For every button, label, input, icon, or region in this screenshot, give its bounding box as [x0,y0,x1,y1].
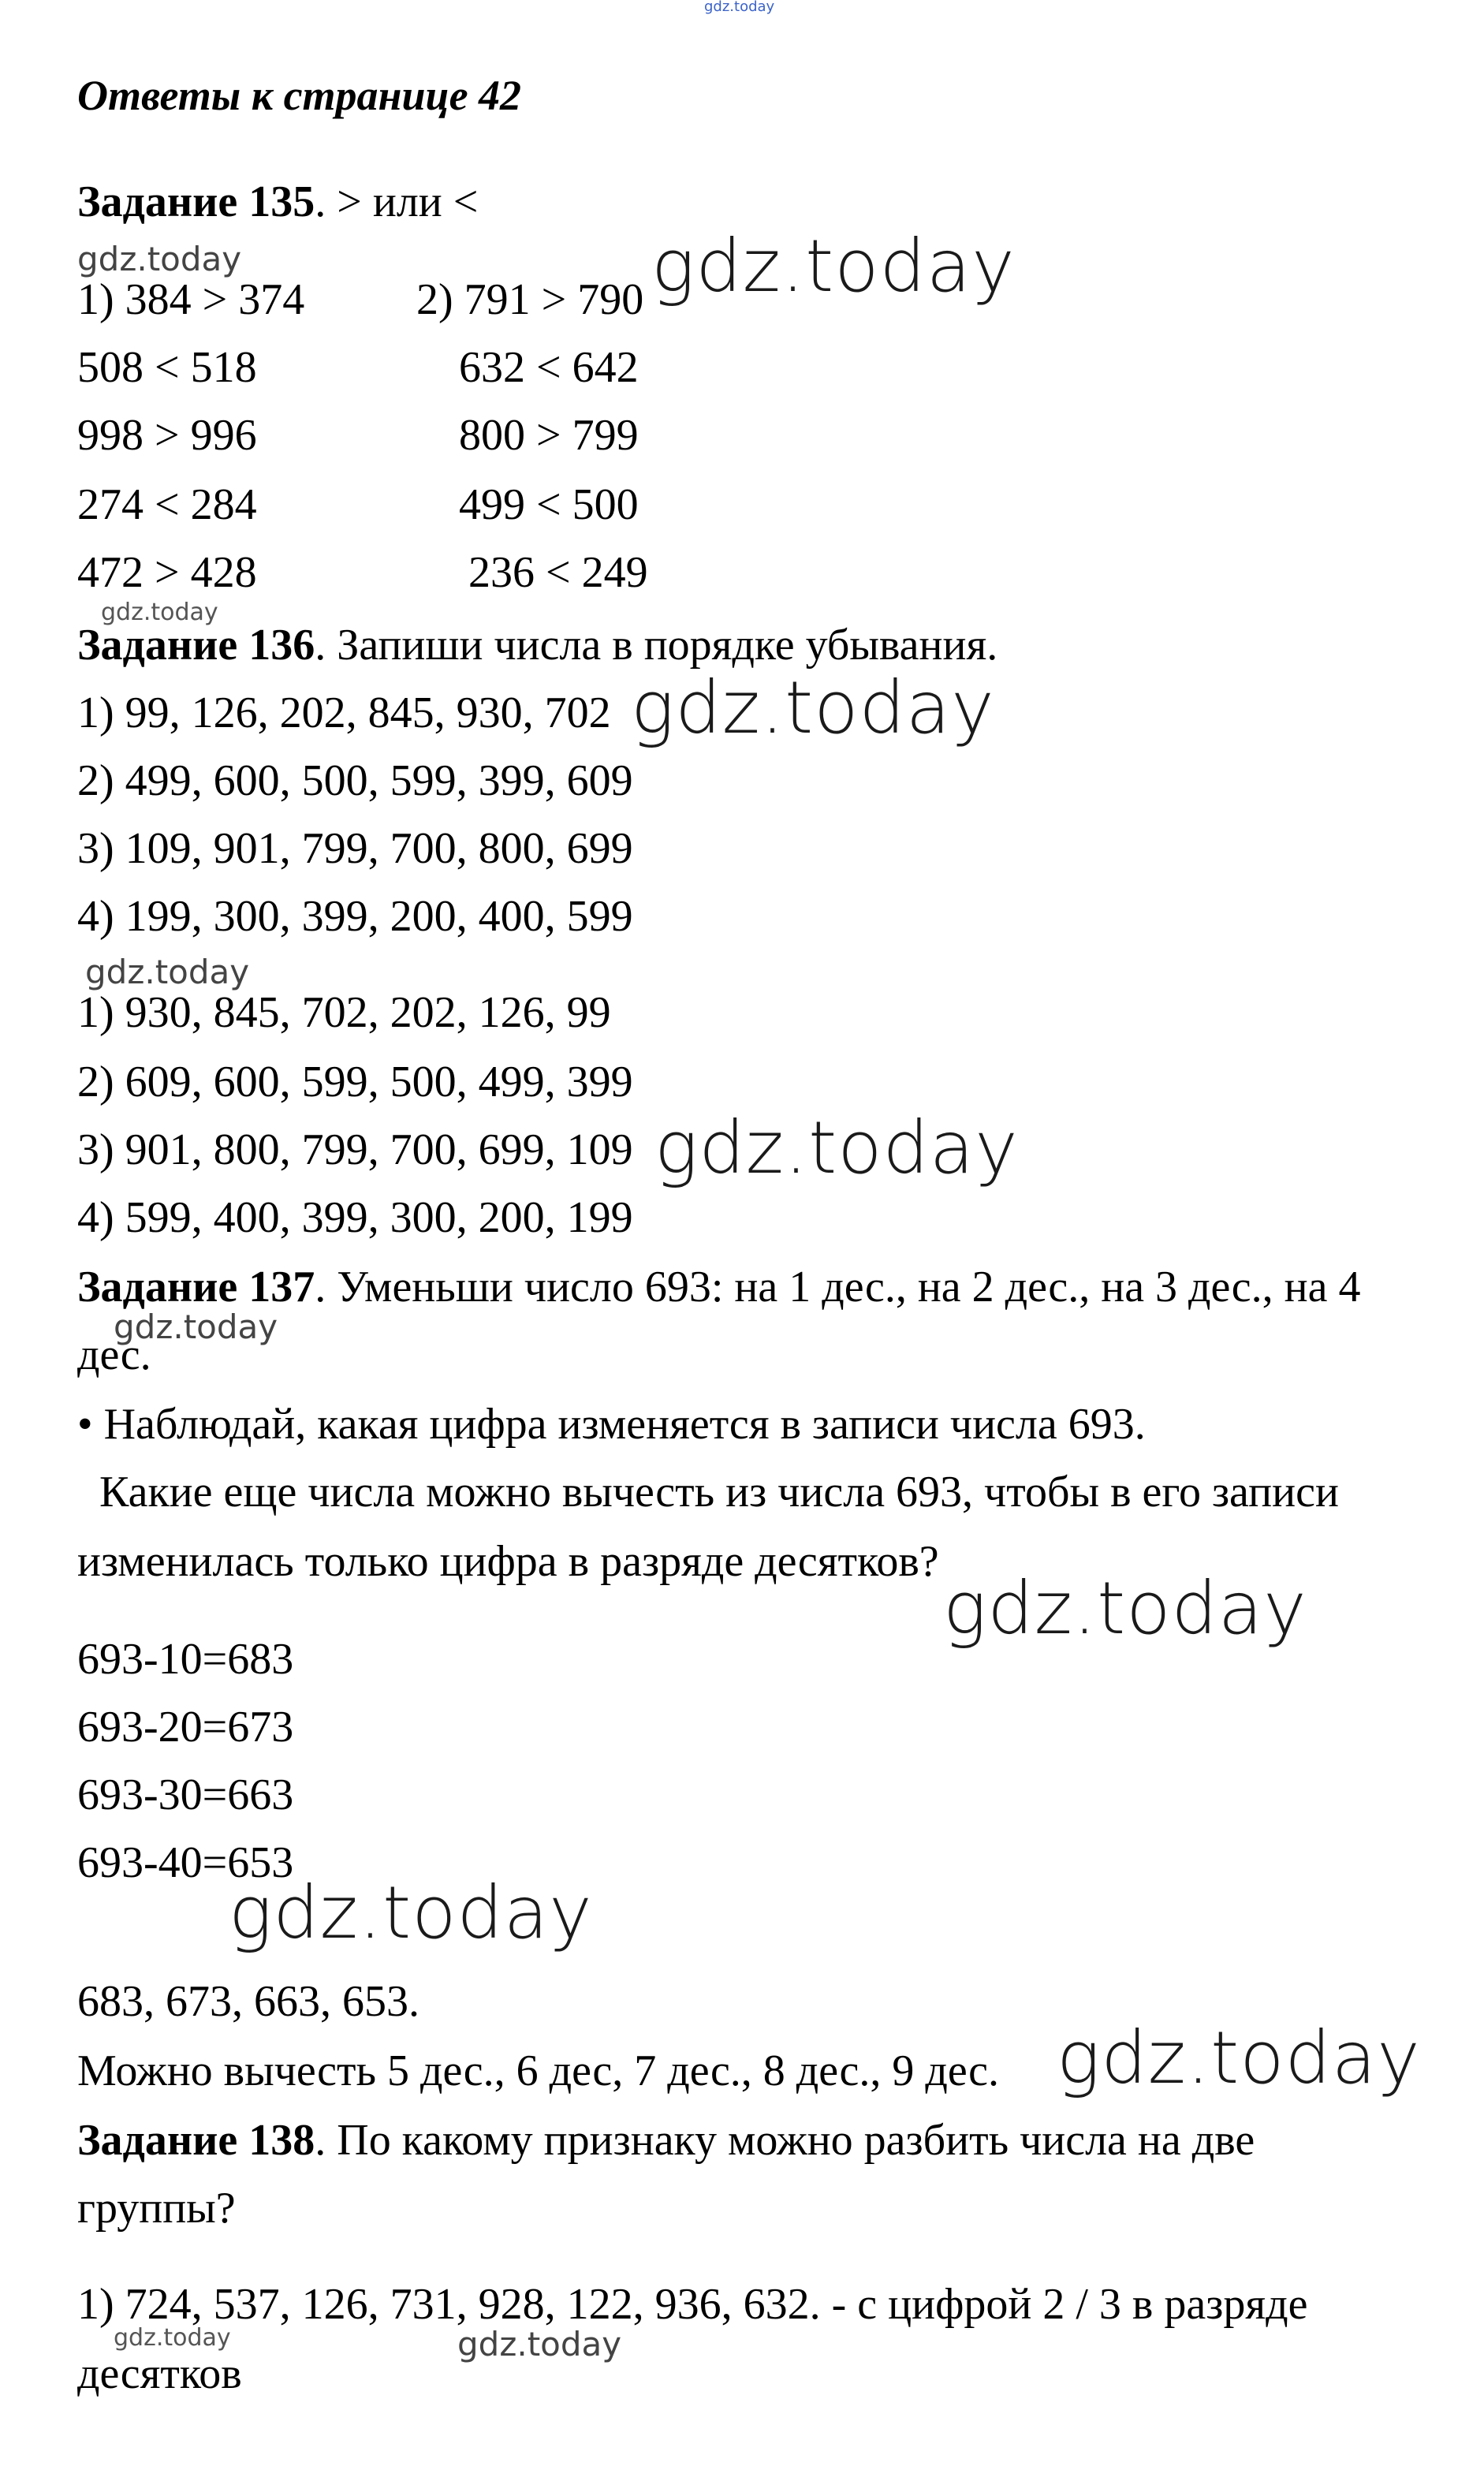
task-138-heading [77,2116,1255,2165]
watermark: gdz.today [631,666,995,750]
equation-4: 693-40=653 [77,1838,294,1887]
cmp-row-4-left: 274 < 284 [77,480,257,529]
cmp-row-3-right: 800 > 799 [459,411,639,460]
task-138-label: Задание 138 [77,2116,315,2165]
cmp-row-5-left: 472 > 428 [77,548,257,597]
cmp-row-4-right: 499 < 500 [459,480,639,529]
task-137-heading [77,1265,1360,1309]
task-137-result: 683, 673, 663, 653. [77,1977,419,2026]
task-137-question-2: изменилась только цифра в разряде десятков? [77,1537,939,1586]
watermark: gdz.today [114,1308,278,1346]
cmp-row-5-right: 236 < 249 [468,548,648,597]
watermark: gdz.today [229,1871,593,1955]
watermark: gdz.today [77,240,242,278]
answer-3: 3) 901, 800, 799, 700, 699, 109 [77,1125,633,1174]
cmp-row-2-left: 508 < 518 [77,343,257,392]
watermark-top: gdz.today [704,0,775,15]
task-137-label: Задание 137 [77,1263,315,1311]
task-138-answer-1: 1) 724, 537, 126, 731, 928, 122, 936, 632. - с цифрой 2 / 3 в разряде [77,2280,1308,2329]
cmp-row-3-left: 998 > 996 [77,411,257,460]
task-136-heading [77,621,998,670]
task-136-text: . Запиши числа в порядке убывания. [315,621,998,670]
given-1: 1) 99, 126, 202, 845, 930, 702 [77,688,611,737]
watermark: gdz.today [1057,2016,1421,2100]
page-title: Ответы к странице 42 [77,72,522,119]
task-137-question-1: Какие еще числа можно вычесть из числа 693, чтобы в его записи [99,1468,1339,1517]
watermark: gdz.today [85,953,250,991]
given-4: 4) 199, 300, 399, 200, 400, 599 [77,892,633,941]
equation-3: 693-30=663 [77,1770,294,1819]
task-137-text: . Уменьши число 693: на 1 дес., на 2 дес., на 3 дес., на 4 [315,1263,1361,1311]
task-135-text: . > или < [315,177,479,226]
task-138-text: . По какому признаку можно разбить числа на две [315,2116,1255,2165]
task-138-text-cont: группы? [77,2184,236,2233]
watermark: gdz.today [651,224,1016,308]
watermark: gdz.today [654,1106,1019,1190]
task-136-label: Задание 136 [77,621,315,670]
cmp-row-1-right: 2) 791 > 790 [416,275,644,324]
answer-2: 2) 609, 600, 599, 500, 499, 399 [77,1058,633,1106]
watermark: gdz.today [457,2325,622,2363]
task-135-heading [77,177,479,226]
task-137-bullet: • Наблюдай, какая цифра изменяется в записи числа 693. [77,1400,1146,1449]
watermark: gdz.today [943,1566,1307,1651]
task-138-answer-1-cont: десятков [77,2349,242,2398]
cmp-row-2-right: 632 < 642 [459,343,639,392]
watermark: gdz.today [101,599,218,626]
task-137-conclusion: Можно вычесть 5 дес., 6 дес, 7 дес., 8 дес., 9 дес. [77,2046,999,2095]
answer-1: 1) 930, 845, 702, 202, 126, 99 [77,988,611,1037]
equation-1: 693-10=683 [77,1635,294,1684]
given-3: 3) 109, 901, 799, 700, 800, 699 [77,824,633,873]
task-135-label: Задание 135 [77,177,315,226]
watermark: gdz.today [114,2324,231,2352]
task-137-text-cont: дес. [77,1330,151,1379]
equation-2: 693-20=673 [77,1703,294,1752]
cmp-row-1-left: 1) 384 > 374 [77,275,305,324]
given-2: 2) 499, 600, 500, 599, 399, 609 [77,756,633,805]
answer-4: 4) 599, 400, 399, 300, 200, 199 [77,1193,633,1242]
